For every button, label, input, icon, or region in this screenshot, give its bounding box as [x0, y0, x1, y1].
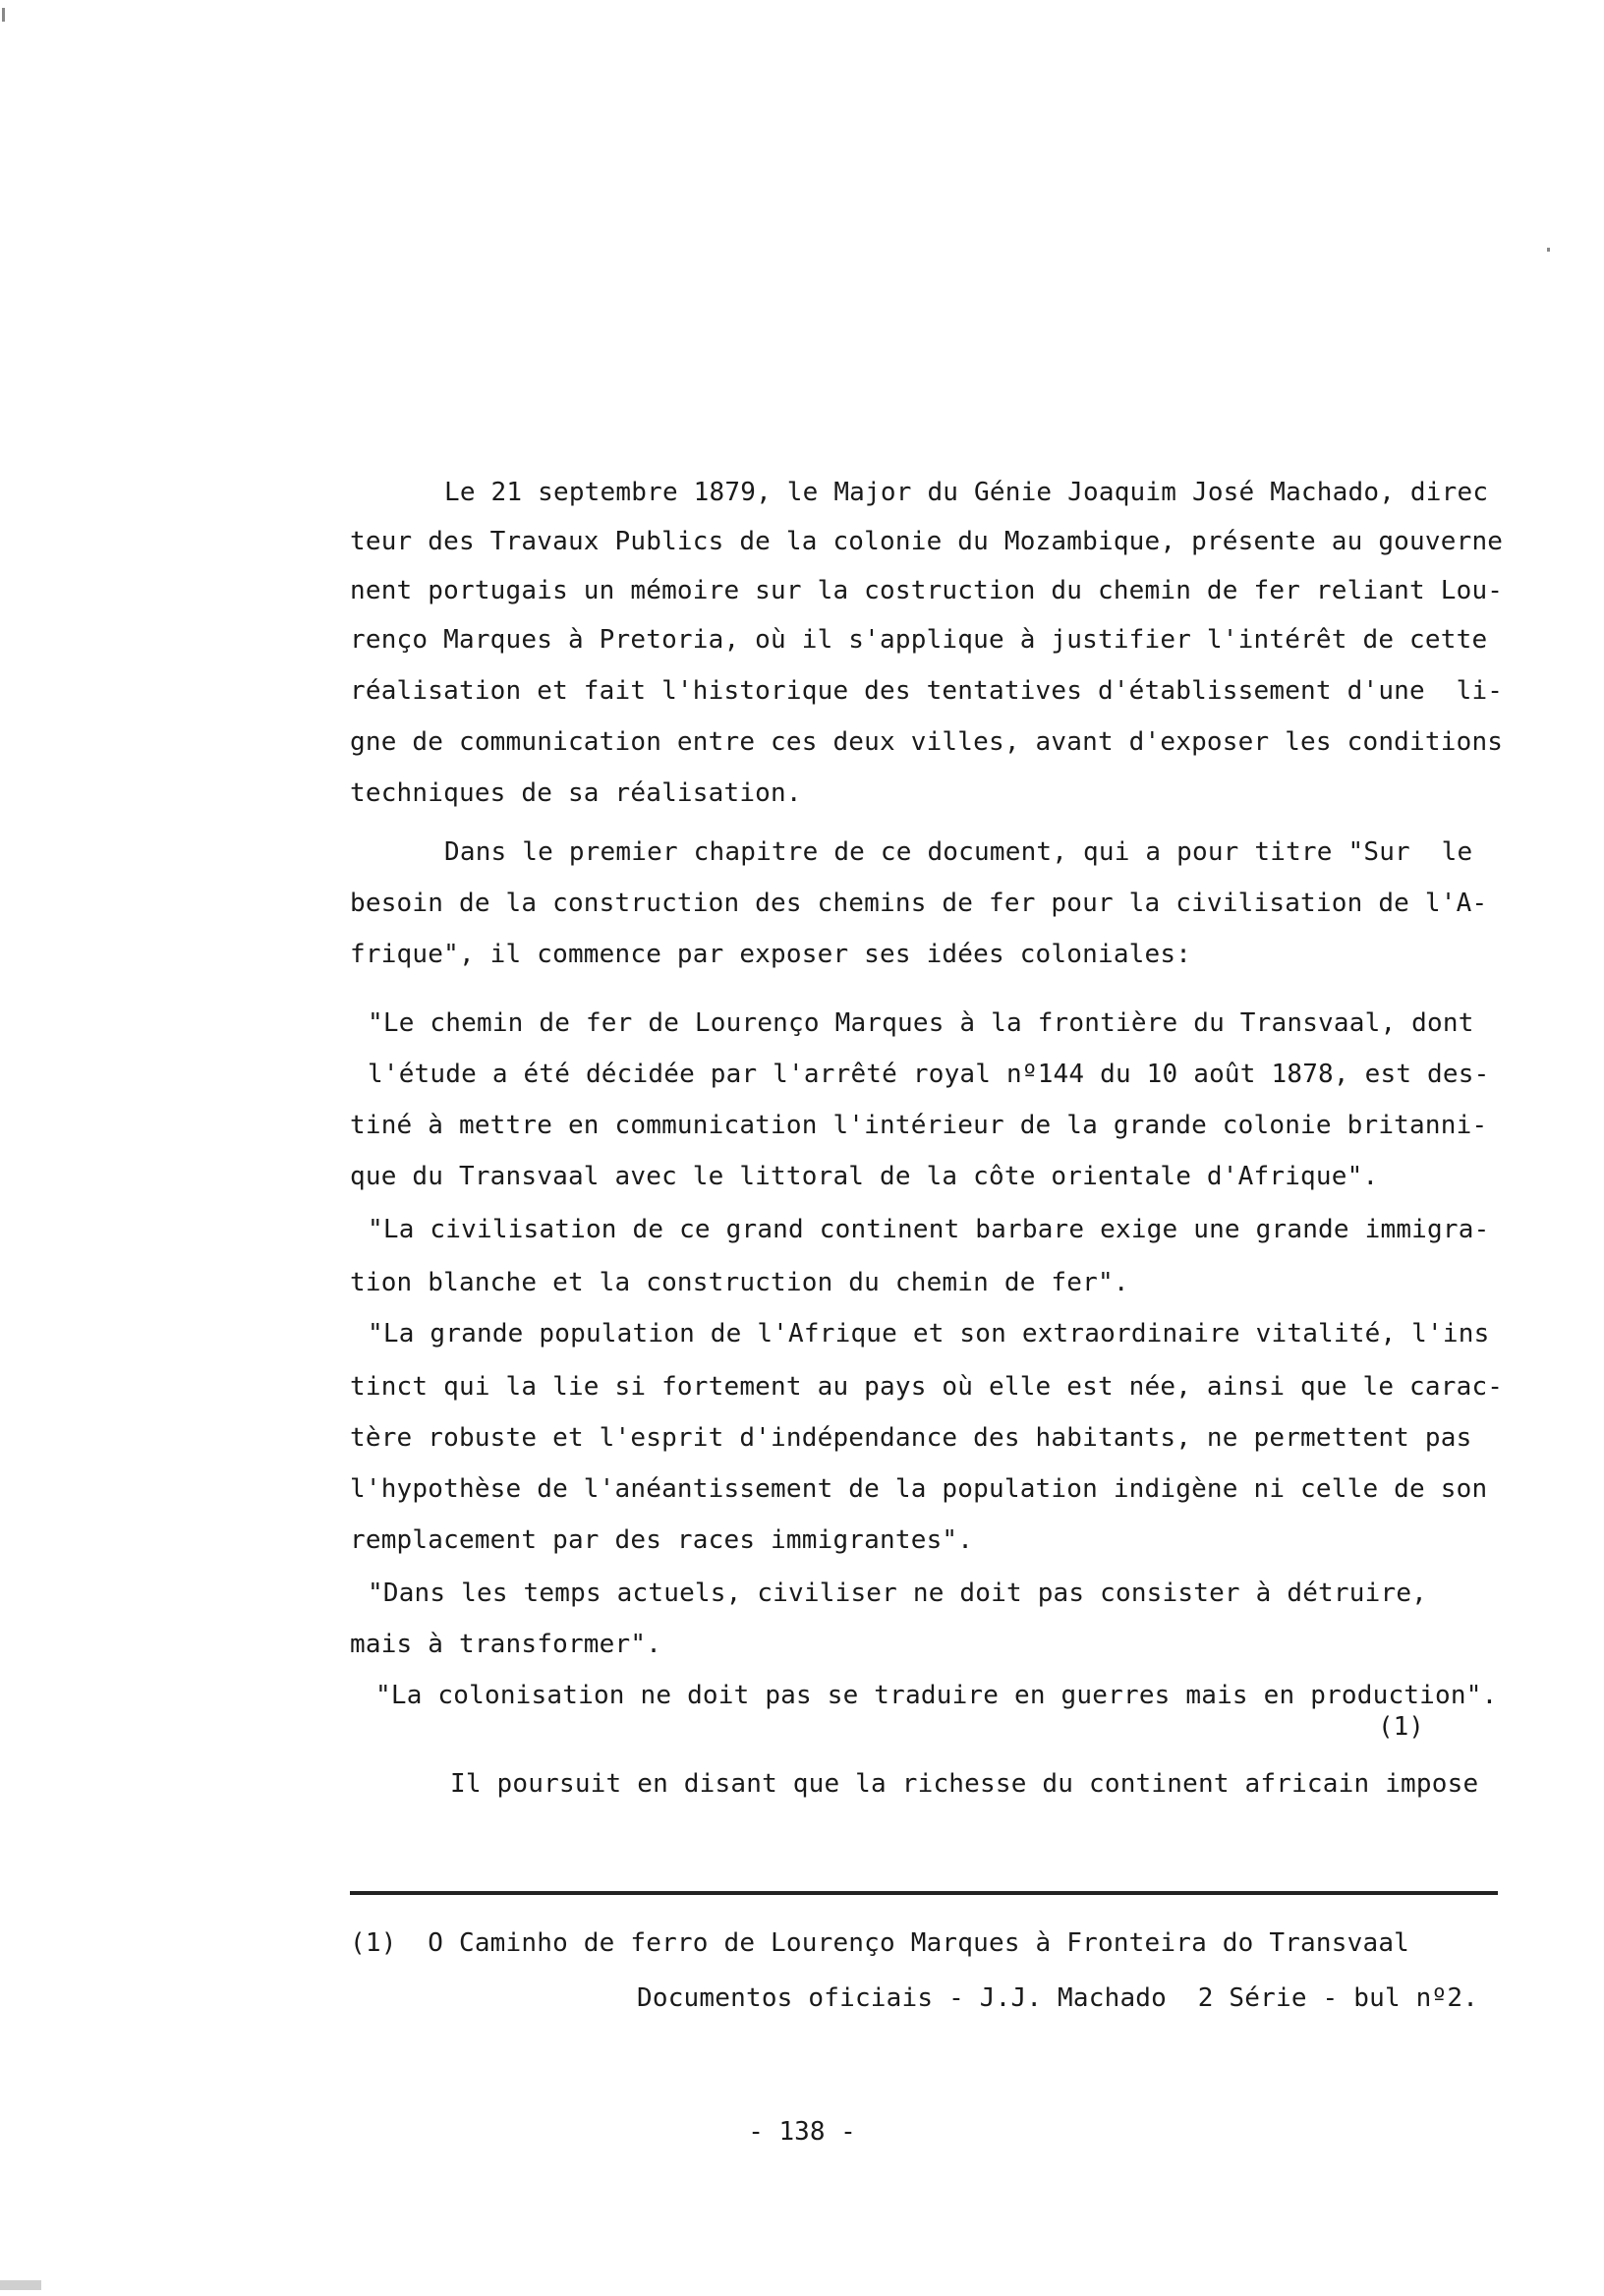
scan-speck	[0, 2280, 41, 2290]
footnote-divider	[350, 1891, 1498, 1895]
text-line: besoin de la construction des chemins de fer pour la civilisation de l'A-	[350, 889, 1488, 918]
text-line: "La colonisation ne doit pas se traduire en guerres mais en production".	[375, 1681, 1498, 1710]
footnote-line: (1) O Caminho de ferro de Lourenço Marques à Fronteira do Transvaal	[350, 1928, 1410, 1958]
text-line: "Le chemin de fer de Lourenço Marques à la frontière du Transvaal, dont	[368, 1008, 1474, 1038]
footnote-line: Documentos oficiais - J.J. Machado 2 Série - bul nº2.	[637, 1983, 1479, 2013]
text-line: tiné à mettre en communication l'intérieur de la grande colonie britanni-	[350, 1111, 1488, 1140]
text-line: nent portugais un mémoire sur la costruction du chemin de fer reliant Lou-	[350, 576, 1504, 605]
text-line: "Dans les temps actuels, civiliser ne doit pas consister à détruire,	[368, 1578, 1428, 1608]
text-line: l'étude a été décidée par l'arrêté royal nº144 du 10 août 1878, est des-	[368, 1060, 1490, 1089]
text-line: réalisation et fait l'historique des tentatives d'établissement d'une li-	[350, 676, 1504, 706]
text-line: frique", il commence par exposer ses idées coloniales:	[350, 940, 1192, 969]
text-line: tère robuste et l'esprit d'indépendance des habitants, ne permettent pas	[350, 1423, 1472, 1453]
text-line: l'hypothèse de l'anéantissement de la population indigène ni celle de son	[350, 1474, 1488, 1504]
text-line: Le 21 septembre 1879, le Major du Génie Joaquim José Machado, direc	[444, 478, 1489, 507]
text-line: tion blanche et la construction du chemin de fer".	[350, 1268, 1129, 1297]
text-line: teur des Travaux Publics de la colonie du Mozambique, présente au gouverne	[350, 527, 1504, 556]
text-line: renço Marques à Pretoria, où il s'applique à justifier l'intérêt de cette	[350, 625, 1488, 655]
text-line: "La civilisation de ce grand continent barbare exige une grande immigra-	[368, 1215, 1490, 1244]
page-number: - 138 -	[748, 2117, 856, 2147]
text-line: Dans le premier chapitre de ce document, qui a pour titre "Sur le	[444, 837, 1473, 867]
text-line: "La grande population de l'Afrique et son extraordinaire vitalité, l'ins	[368, 1319, 1490, 1349]
text-line: techniques de sa réalisation.	[350, 778, 802, 808]
text-line: remplacement par des races immigrantes".	[350, 1525, 974, 1555]
text-line: mais à transformer".	[350, 1630, 662, 1659]
scan-speck	[1547, 248, 1550, 252]
text-line: Il poursuit en disant que la richesse du continent africain impose	[450, 1769, 1479, 1799]
footnote-reference: (1)	[1378, 1712, 1424, 1742]
text-line: gne de communication entre ces deux villes, avant d'exposer les conditions	[350, 727, 1504, 757]
text-line: que du Transvaal avec le littoral de la côte orientale d'Afrique".	[350, 1162, 1379, 1191]
scan-speck	[2, 8, 5, 22]
text-line: tinct qui la lie si fortement au pays où elle est née, ainsi que le carac-	[350, 1372, 1504, 1402]
